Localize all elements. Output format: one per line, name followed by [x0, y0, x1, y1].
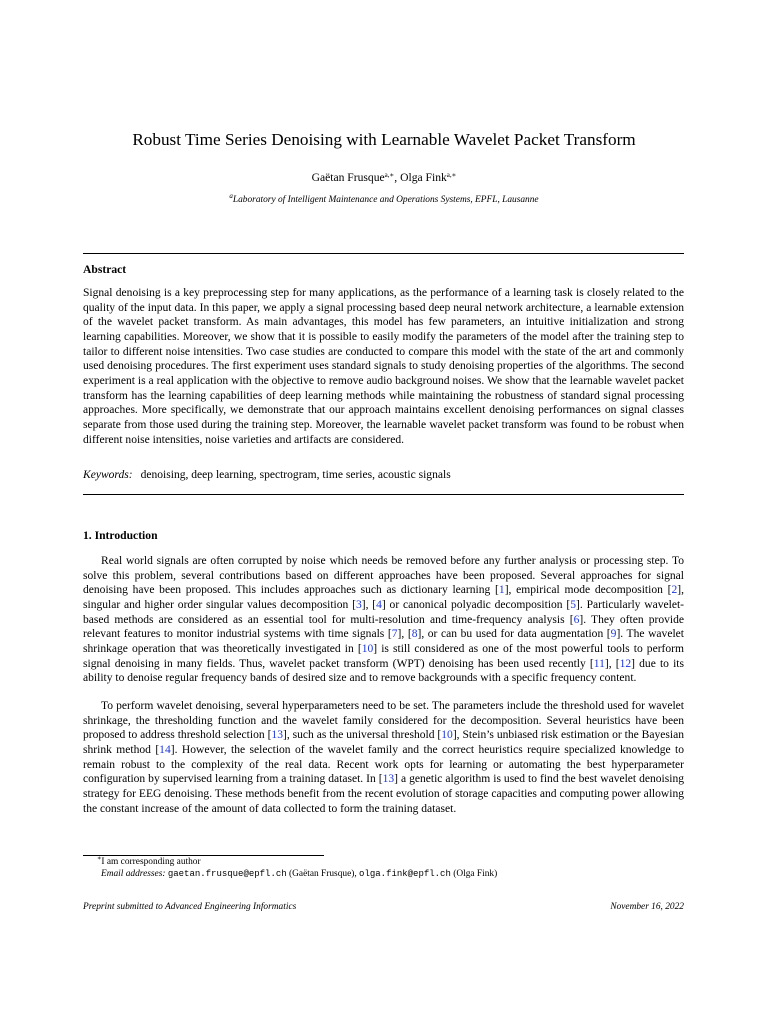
paragraph-text-run: ]. Particularly wavelet-based methods are considered as an essential tool for multi-resolution and time-frequency analysis [: [83, 598, 684, 626]
email-owner-name: (Gaëtan Frusque): [289, 869, 355, 879]
citation-link[interactable]: 11: [593, 657, 605, 670]
email-link[interactable]: olga.fink@epfl.ch: [359, 869, 451, 879]
paragraph-text-run: To perform wavelet denoising, several hyperparameters need to be set. The parameters include the threshold used for wavelet shrinkage, the thresholding function and the wavelet family considered for the decomposition. Several heuristics have been proposed to address threshold selection [: [83, 700, 684, 742]
citation-link[interactable]: 3: [355, 598, 362, 611]
citation-link[interactable]: 13: [271, 729, 283, 742]
keywords-text: denoising, deep learning, spectrogram, time series, acoustic signals: [140, 469, 451, 481]
affiliation: [0, 192, 768, 205]
paragraph-text-run: ] is still considered as one of the most powerful tools to perform signal denoising in many fields. Thus, wavelet packet transform (WPT) denoising has been used recently [: [83, 642, 684, 670]
citation-link[interactable]: 6: [573, 613, 580, 626]
citation-link[interactable]: 7: [391, 628, 398, 641]
affiliation-text: Laboratory of Intelligent Maintenance and Operations Systems, EPFL, Lausanne: [232, 195, 539, 205]
email-link[interactable]: gaetan.frusque@epfl.ch: [167, 869, 287, 879]
footnote-rule: [83, 855, 324, 856]
citation-link[interactable]: 10: [361, 642, 374, 655]
footnote-corresponding: [97, 857, 201, 867]
citation-link[interactable]: 13: [382, 773, 395, 786]
paragraph-text-run: ], [: [397, 628, 412, 641]
paragraph-text-run: ] a genetic algorithm is used to find the best wavelet denoising strategy for EEG denoising. These methods benefit from the recent evolution of storage capacities and computing power allowing the constant increase of the amount of data collected to form the training dataset.: [83, 773, 685, 815]
paragraph-text-run: Real world signals are often corrupted by noise which needs be removed before any further analysis or processing step. To solve this problem, several contributions based on different approaches have been proposed. Several approaches for signal denoising have been proposed. This includes approaches such as dictionary learning [: [83, 555, 684, 597]
email-label: Email addresses:: [101, 869, 166, 879]
paragraph-text-run: ], Stein’s unbiased risk estimation or the Bayesian shrink method [: [83, 729, 684, 756]
footnote-mark: ∗: [97, 855, 102, 862]
paragraph-text-run: ], such as the universal threshold [: [282, 729, 442, 742]
keywords-line: [83, 469, 684, 481]
author-name: Gaëtan Frusque: [311, 171, 385, 184]
author-list: [0, 171, 768, 184]
email-owner-name: (Olga Fink): [453, 869, 498, 879]
author-affiliation-mark: a,∗: [384, 171, 395, 179]
paragraph-text-run: ], singular and higher order singular values decomposition [: [83, 584, 684, 611]
intro-paragraph-2: [83, 699, 684, 816]
citation-link[interactable]: 10: [441, 729, 453, 742]
author-separator: ,: [394, 171, 401, 184]
paragraph-text-run: ]. However, the selection of the wavelet family and the correct heuristics require specialized knowledge to remain robust to the complexity of the real data. Recent work opts for learning or automating the best hyperparameter configuration by supervised learning from a training dataset. In [: [83, 743, 684, 786]
footnote-corresponding-text: I am corresponding author: [101, 857, 201, 867]
author-name: Olga Fink: [400, 171, 447, 184]
citation-link[interactable]: 14: [159, 743, 171, 756]
paper-title: Robust Time Series Denoising with Learnable Wavelet Packet Transform: [132, 130, 636, 149]
citation-link[interactable]: 8: [411, 628, 418, 641]
citation-link[interactable]: 4: [376, 598, 382, 611]
preprint-notice: Preprint submitted to Advanced Engineering Informatics: [83, 902, 297, 912]
paragraph-text-run: ]. The wavelet shrinkage operation that was theoretically investigated in [: [83, 628, 684, 655]
intro-paragraph-1: [83, 554, 684, 686]
footnote-email-addresses: Email addresses: gaetan.frusque@epfl.ch (Gaëtan Frusque), olga.fink@epfl.ch (Olga Fink): [101, 869, 498, 879]
citation-link[interactable]: 12: [619, 657, 632, 670]
citation-link[interactable]: 5: [570, 598, 577, 611]
paragraph-text-run: ], empirical mode decomposition [: [504, 584, 672, 597]
preprint-date: November 16, 2022: [610, 902, 684, 912]
paragraph-text-run: ]. They often provide relevant features to monitor industrial systems with time signals [: [83, 613, 684, 641]
citation-link[interactable]: 2: [671, 584, 678, 597]
affiliation-mark: a: [229, 192, 233, 200]
paragraph-text-run: ], [: [361, 598, 377, 611]
citation-link[interactable]: 1: [498, 584, 505, 597]
abstract-text: Signal denoising is a key preprocessing step for many applications, as the performance of a learning task is closely related to the quality of the input data. In this paper, we apply a signal processing based deep neural network architecture, a learnable extension of the wavelet packet transform. As main advantages, this model has few parameters, an intuitive initialization and strong learning capabilities. Moreover, we show that it is possible to easily modify the parameters of the model after the training step to tailor to different noise intensities. Two case studies are conducted to compare this model with the state of the art and commonly used denoising procedures. The first experiment uses standard signals to study denoising properties of the algorithms. The second experiment is a real application with the objective to remove audio background noises. We show that the learnable wavelet packet transform has the learning capabilities of deep learning methods while maintaining the robustness of standard signal processing approaches. More specifically, we demonstrate that our approach maintains excellent denoising performances on signal classes separate from those used during the training step. Moreover, the learnable wavelet packet transform was found to be robust when different noise intensities, noise varieties and artifacts are considered.: [83, 287, 684, 446]
abstract-bottom-rule: [83, 494, 684, 495]
paragraph-text-run: ] or canonical polyadic decomposition [: [381, 598, 571, 611]
section-heading-introduction: 1. Introduction: [83, 529, 158, 542]
abstract-top-rule: [83, 253, 684, 254]
citation-link[interactable]: 9: [610, 628, 617, 641]
author-affiliation-mark: a,∗: [446, 171, 457, 179]
keywords-label: Keywords:: [83, 469, 133, 481]
paragraph-text-run: ], [: [604, 657, 620, 670]
paragraph-text-run: ], or can bu used for data augmentation [: [417, 628, 611, 641]
paragraph-text-run: ] due to its ability to denoise regular frequency bands of desired size and to remove backgrounds with a specific frequency content.: [83, 657, 684, 685]
abstract-heading: Abstract: [83, 263, 127, 276]
